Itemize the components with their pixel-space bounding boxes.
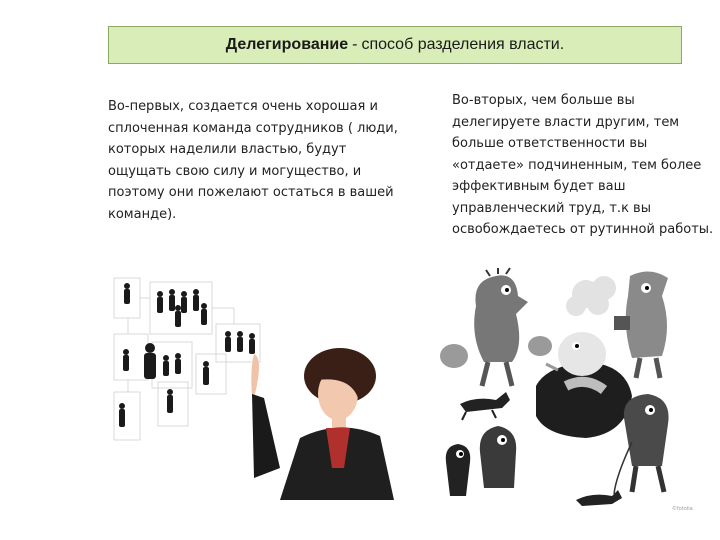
org-chart-image bbox=[104, 268, 414, 500]
left-lead: Во-первых, bbox=[108, 99, 185, 114]
title-separator: - bbox=[352, 36, 358, 53]
right-paragraph bbox=[452, 90, 714, 241]
left-body: создается очень хорошая и сплоченная команда сотрудников ( люди, которых наделили властью, будут ощущать свою силу и могущество, и поэтому они пожелают остаться в вашей команде). bbox=[108, 99, 398, 222]
image-caption: ©fotolia bbox=[672, 506, 693, 512]
left-paragraph bbox=[108, 96, 400, 225]
slide-title bbox=[108, 26, 682, 64]
title-rest: способ разделения власти. bbox=[361, 36, 565, 53]
cartoon-image bbox=[436, 266, 698, 514]
right-lead: Во-вторых, bbox=[452, 93, 528, 108]
title-bold: Делегирование bbox=[225, 36, 349, 53]
right-body: чем больше вы делегируете власти другим, тем больше ответственности вы «отдаете» подчиненным, тем более эффективным будет ваш управленческий труд, т.к вы освобождаетесь от рутинной работы. bbox=[452, 93, 714, 237]
